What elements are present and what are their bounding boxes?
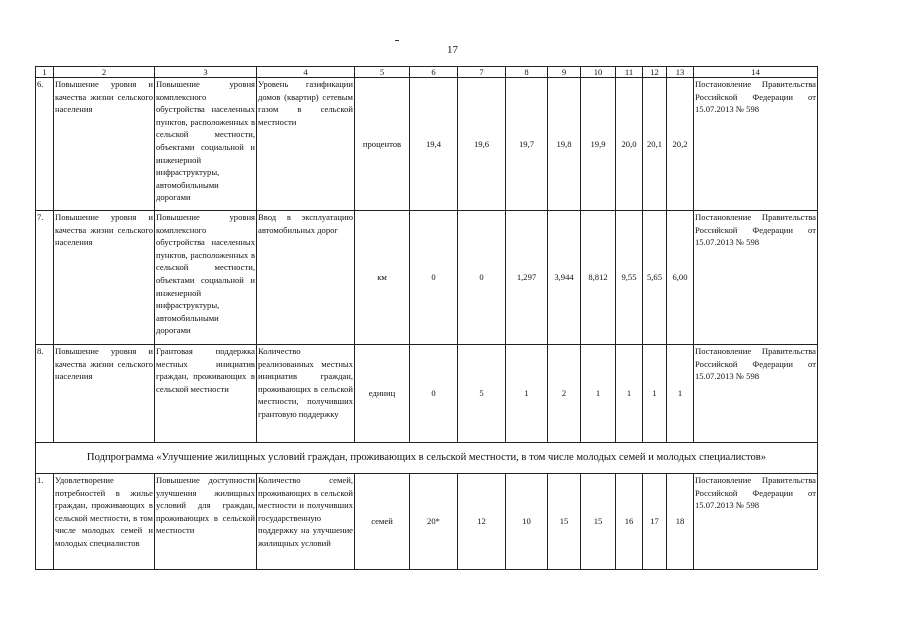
header-cell: 4 xyxy=(257,67,355,78)
header-cell: 5 xyxy=(355,67,410,78)
page-number: 17 xyxy=(447,44,458,56)
unit-cell: процентов xyxy=(355,78,410,211)
value-cell: 19,7 xyxy=(506,78,548,211)
indicator-cell xyxy=(257,474,355,570)
goal-cell xyxy=(54,474,155,570)
header-cell: 1 xyxy=(36,67,54,78)
value-cell: 15 xyxy=(548,474,581,570)
document-cell: Постановление Правительства Российской Федерации от 15.07.2013 № 598 xyxy=(694,474,818,570)
document-cell: Постановление Правительства Российской Федерации от 15.07.2013 № 598 xyxy=(694,78,818,211)
row-number: 6. xyxy=(36,78,54,211)
indicator-text: Количество семей, проживающих в сельской местности и получивших государственную поддержку на улучшение жилищных условий xyxy=(258,475,353,548)
header-cell: 10 xyxy=(581,67,616,78)
table-row xyxy=(36,345,818,443)
header-cell: 2 xyxy=(54,67,155,78)
value-cell: 19,6 xyxy=(458,78,506,211)
value-cell: 9,55 xyxy=(616,211,643,345)
indicator-cell: Ввод в эксплуатацию автомобильных дорог xyxy=(257,211,355,345)
task-cell: Грантовая поддержка местных инициатив граждан, проживающих в сельской местности xyxy=(155,345,257,443)
header-cell: 8 xyxy=(506,67,548,78)
value-cell: 1 xyxy=(581,345,616,443)
value-cell: 19,9 xyxy=(581,78,616,211)
task-cell: Повышение доступности улучшения жилищных условий для граждан, проживающих в сельской местности xyxy=(155,474,257,570)
value-cell: 6,00 xyxy=(667,211,694,345)
value-cell: 10 xyxy=(506,474,548,570)
scan-mark xyxy=(395,40,399,41)
table-row xyxy=(36,474,818,570)
task-text: Повышение уровня комплексного обустройства населенных пунктов, расположенных в сельской местности, объектами социальной и инженерной инфраструктуры, автомобильными дорогами xyxy=(156,79,255,203)
value-cell: 15 xyxy=(581,474,616,570)
row-number: 7. xyxy=(36,211,54,345)
value-cell: 2 xyxy=(548,345,581,443)
value-cell: 19,8 xyxy=(548,78,581,211)
header-cell: 13 xyxy=(667,67,694,78)
header-row xyxy=(36,67,818,78)
header-cell: 3 xyxy=(155,67,257,78)
goal-cell: Повышение уровня и качества жизни сельского населения xyxy=(54,211,155,345)
table-row xyxy=(36,78,818,211)
value-cell: 12 xyxy=(458,474,506,570)
value-cell: 19,4 xyxy=(410,78,458,211)
table-row xyxy=(36,211,818,345)
indicator-cell: Уровень газификации домов (квартир) сетевым газом в сельской местности xyxy=(257,78,355,211)
task-text: Повышение уровня комплексного обустройства населенных пунктов, расположенных в сельской местности, объектами социальной и инженерной инфраструктуры, автомобильными дорогами xyxy=(156,212,255,336)
value-cell: 1 xyxy=(506,345,548,443)
header-cell: 14 xyxy=(694,67,818,78)
value-cell: 20* xyxy=(410,474,458,570)
value-cell: 1 xyxy=(667,345,694,443)
value-cell: 0 xyxy=(410,345,458,443)
value-cell: 5,65 xyxy=(643,211,667,345)
value-cell: 5 xyxy=(458,345,506,443)
unit-cell: единиц xyxy=(355,345,410,443)
row-number: 8. xyxy=(36,345,54,443)
value-cell: 16 xyxy=(616,474,643,570)
value-cell: 8,812 xyxy=(581,211,616,345)
goal-cell: Повышение уровня и качества жизни сельского населения xyxy=(54,78,155,211)
value-cell: 3,944 xyxy=(548,211,581,345)
subprogram-title: Подпрограмма «Улучшение жилищных условий граждан, проживающих в сельской местности, в том числе молодых семей и молодых специалистов» xyxy=(36,443,818,474)
value-cell: 20,2 xyxy=(667,78,694,211)
value-cell: 1 xyxy=(643,345,667,443)
value-cell: 0 xyxy=(410,211,458,345)
value-cell: 1,297 xyxy=(506,211,548,345)
header-cell: 6 xyxy=(410,67,458,78)
unit-cell: км xyxy=(355,211,410,345)
header-cell: 12 xyxy=(643,67,667,78)
value-cell: 17 xyxy=(643,474,667,570)
goal-text: Удовлетворение потребностей в жилье граждан, проживающих в сельской местности, в том числе молодых семей и молодых специалистов xyxy=(55,475,153,548)
header-cell: 9 xyxy=(548,67,581,78)
indicator-cell: Количество реализованных местных инициатив граждан, проживающих в сельской местности, получивших грантовую поддержку xyxy=(257,345,355,443)
header-cell: 7 xyxy=(458,67,506,78)
subprogram-row xyxy=(36,443,818,474)
value-cell: 20,0 xyxy=(616,78,643,211)
goal-cell: Повышение уровня и качества жизни сельского населения xyxy=(54,345,155,443)
indicators-table xyxy=(35,66,818,570)
value-cell: 18 xyxy=(667,474,694,570)
row-number: 1. xyxy=(36,474,54,570)
unit-cell: семей xyxy=(355,474,410,570)
value-cell: 0 xyxy=(458,211,506,345)
header-cell: 11 xyxy=(616,67,643,78)
task-cell xyxy=(155,78,257,211)
value-cell: 1 xyxy=(616,345,643,443)
document-cell: Постановление Правительства Российской Федерации от 15.07.2013 № 598 xyxy=(694,211,818,345)
task-cell xyxy=(155,211,257,345)
document-cell: Постановление Правительства Российской Федерации от 15.07.2013 № 598 xyxy=(694,345,818,443)
value-cell: 20,1 xyxy=(643,78,667,211)
